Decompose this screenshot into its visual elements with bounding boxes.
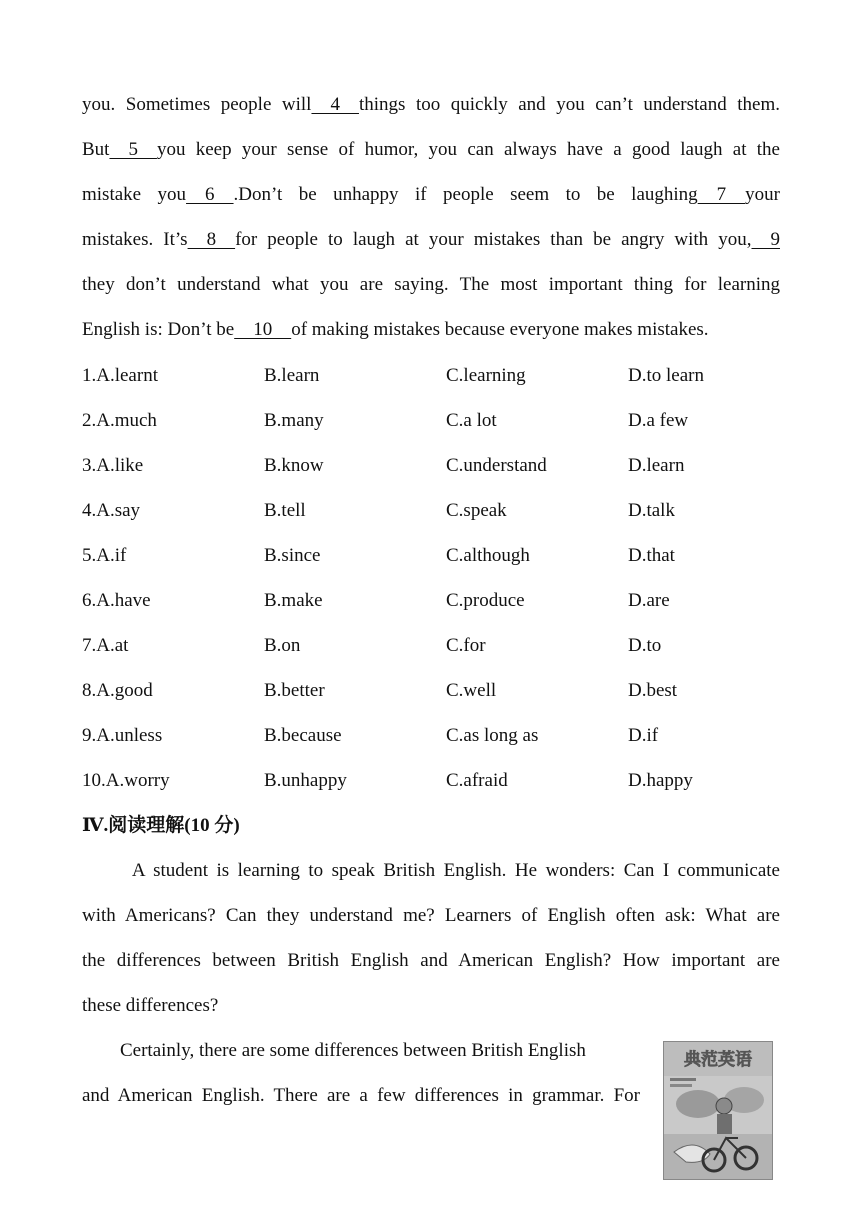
option-4d: D.talk: [628, 500, 675, 521]
reading-line-1: A student is learning to speak British English. He wonders: Can I communicate: [82, 860, 780, 881]
option-7b: B.on: [264, 635, 301, 656]
option-10c: C.afraid: [446, 770, 508, 791]
passage-text: you keep your sense of humor, you can always have a good laugh at the: [156, 139, 780, 160]
passage-line-3: [82, 183, 780, 207]
option-1a: 1.A.learnt: [82, 365, 158, 386]
option-8d: D.best: [628, 680, 678, 701]
option-9d: D.if: [628, 725, 659, 746]
option-10d: D.happy: [628, 770, 693, 791]
blank-7: 7: [697, 184, 746, 205]
option-3d: D.learn: [628, 455, 685, 476]
passage-line-4: [82, 228, 780, 252]
option-2b: B.many: [264, 410, 324, 431]
reading-line-2: with Americans? Can they understand me? Learners of English often ask: What are: [82, 905, 780, 926]
option-10b: B.unhappy: [264, 770, 347, 791]
option-8b: B.better: [264, 680, 325, 701]
passage-line-5: [82, 273, 780, 297]
section-heading: Ⅳ.阅读理解(10 分): [82, 815, 240, 836]
option-2a: 2.A.much: [82, 410, 157, 431]
option-6a: 6.A.have: [82, 590, 151, 611]
passage-line-2: [82, 138, 780, 162]
option-3c: C.understand: [446, 455, 547, 476]
blank-8: 8: [187, 229, 236, 250]
option-5d: D.that: [628, 545, 675, 566]
blank-6: 6: [186, 184, 234, 205]
option-2c: C.a lot: [446, 410, 497, 431]
passage-text: you. Sometimes people will: [82, 94, 312, 115]
blank-10: 10: [234, 319, 292, 340]
passage-text: English is: Don’t be: [82, 319, 235, 340]
reading-line-3: the differences between British English and American English? How important are: [82, 950, 780, 971]
option-1d: D.to learn: [628, 365, 704, 386]
option-5b: B.since: [264, 545, 321, 566]
passage-text: they don’t understand what you are saying. The most important thing for learning: [82, 274, 780, 295]
option-1b: B.learn: [264, 365, 320, 386]
option-4c: C.speak: [446, 500, 507, 521]
option-4a: 4.A.say: [82, 500, 141, 521]
passage-line-1: [82, 93, 780, 117]
passage-text: mistake you: [82, 184, 187, 205]
reading-line-6: and American English. There are a few differences in grammar. For: [82, 1085, 640, 1106]
reading-line-4: these differences?: [82, 995, 219, 1016]
passage-text: for people to laugh at your mistakes than be angry with you,: [235, 229, 752, 250]
option-8c: C.well: [446, 680, 497, 701]
svg-text:典范英语: 典范英语: [684, 1050, 752, 1070]
option-4b: B.tell: [264, 500, 306, 521]
option-9b: B.because: [264, 725, 342, 746]
option-9c: C.as long as: [446, 725, 539, 746]
option-6c: C.produce: [446, 590, 525, 611]
option-7d: D.to: [628, 635, 662, 656]
passage-text: But: [82, 139, 110, 160]
passage-text: things too quickly and you can’t understand them.: [358, 94, 781, 115]
passage-text: of making mistakes because everyone makes mistakes.: [291, 319, 709, 340]
option-3a: 3.A.like: [82, 455, 144, 476]
option-7c: C.for: [446, 635, 486, 656]
reading-line-5: Certainly, there are some differences between British English: [82, 1040, 586, 1061]
option-2d: D.a few: [628, 410, 689, 431]
book-cover-image: [663, 1041, 773, 1180]
passage-text: mistakes. It’s: [82, 229, 188, 250]
option-6b: B.make: [264, 590, 323, 611]
option-1c: C.learning: [446, 365, 526, 386]
passage-line-6: [82, 318, 780, 342]
option-9a: 9.A.unless: [82, 725, 163, 746]
option-5a: 5.A.if: [82, 545, 127, 566]
passage-text: .Don’t be unhappy if people seem to be laughing: [233, 184, 698, 205]
option-10a: 10.A.worry: [82, 770, 170, 791]
option-6d: D.are: [628, 590, 670, 611]
blank-5: 5: [109, 139, 157, 160]
option-5c: C.although: [446, 545, 530, 566]
option-8a: 8.A.good: [82, 680, 153, 701]
option-7a: 7.A.at: [82, 635, 129, 656]
blank-9: 9: [751, 229, 780, 250]
passage-text: your: [745, 184, 780, 205]
option-3b: B.know: [264, 455, 324, 476]
blank-4: 4: [311, 94, 359, 115]
